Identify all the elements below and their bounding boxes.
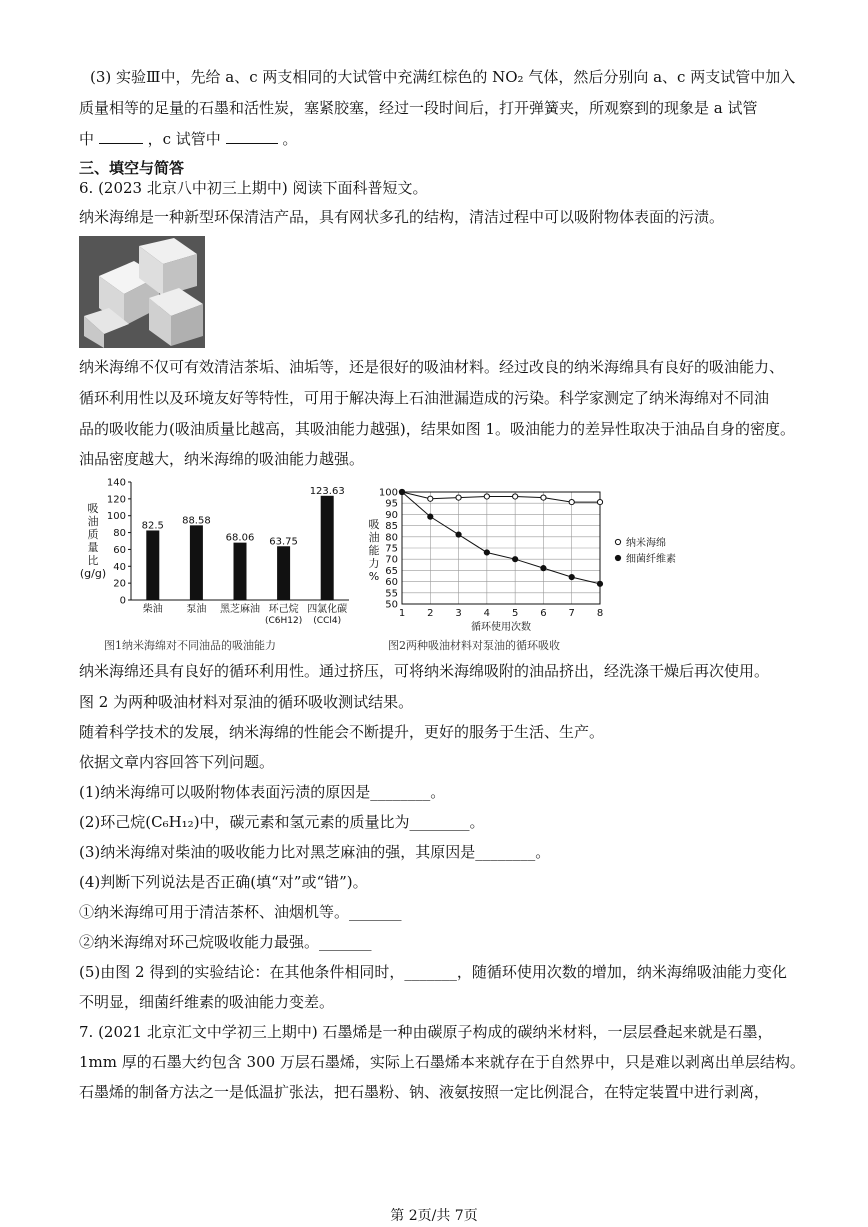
q6-p1-line-1: 纳米海绵不仅可有效清洁茶垢、油垢等，还是很好的吸油材料。经过改良的纳米海绵具有良好的吸油能力、 (79, 358, 785, 376)
figure-1-bar-chart (79, 474, 354, 626)
bacterial-cellulose-point-6 (541, 566, 546, 571)
x-tick-label: 1 (398, 608, 406, 619)
nano-sponge-photo (79, 236, 205, 348)
y-tick-label: 50 (385, 599, 398, 611)
question-4-2: ②纳米海绵对环己烷吸收能力最强。_______ (79, 933, 372, 951)
x-tick-label: 5 (511, 608, 519, 619)
bar-4 (277, 546, 290, 600)
y-axis-label: 比 (87, 554, 99, 567)
q3-line-3 (79, 129, 297, 149)
question-5-line-2: 不明显，细菌纤维素的吸油能力变差。 (79, 993, 335, 1011)
y-axis-label: (g/g) (79, 567, 107, 580)
y-tick-label: 95 (385, 498, 398, 510)
x-tick-label: 四氯化碳 (307, 604, 348, 615)
figure-1-caption: 图1纳米海绵对不同油品的吸油能力 (104, 639, 276, 652)
y-tick-label: 65 (385, 565, 398, 577)
x-tick-label: 泵油 (186, 604, 207, 615)
q6-p1-line-3: 品的吸收能力(吸油质量比越高，其吸油能力越强)，结果如图 1。吸油能力的差异性取决于油品自身的密度。 (79, 420, 796, 438)
legend-label-2: 细菌纤维素 (626, 554, 676, 565)
x-tick-label: 4 (483, 608, 491, 619)
q3-line-1: (3) 实验Ⅲ中，先给 a、c 两支相同的大试管中充满红棕色的 NO₂ 气体，然后分别向 a、c 两支试管中加入 (90, 68, 796, 86)
y-tick-label: 60 (385, 577, 398, 589)
q6-p4: 依据文章内容回答下列问题。 (79, 753, 275, 771)
legend-marker-1 (615, 539, 620, 544)
x-tick-label: 2 (427, 608, 434, 619)
y-axis-label: % (368, 570, 380, 583)
question-4-1: ①纳米海绵可用于清洁茶杯、油烟机等。_______ (79, 903, 402, 921)
q7-line-3: 石墨烯的制备方法之一是低温扩张法，把石墨粉、钠、液氨按照一定比例混合，在特定装置中进行剥离， (79, 1083, 770, 1101)
x-tick-label: 7 (568, 608, 575, 619)
bar-5 (321, 496, 334, 600)
section-title: 三、填空与简答 (79, 159, 185, 177)
y-tick-label: 140 (106, 477, 126, 489)
y-tick-label: 0 (119, 595, 126, 607)
figure-2-line-chart (360, 482, 690, 633)
x-tick-label: 柴油 (142, 604, 163, 615)
y-tick-label: 20 (113, 578, 126, 590)
x-tick-label: 3 (455, 608, 462, 619)
q3-text-c: ，c 试管中 (147, 130, 221, 148)
q6-intro: 纳米海绵是一种新型环保清洁产品，具有网状多孔的结构，清洁过程中可以吸附物体表面的污渍。 (79, 208, 725, 226)
q6-p2-line-2: 图 2 为两种吸油材料对泵油的循环吸收测试结果。 (79, 693, 414, 711)
q7-line-1: 7. (2021 北京汇文中学初三上期中) 石墨烯是一种由碳原子构成的碳纳米材料，一层层叠起来就是石墨， (79, 1023, 773, 1041)
nano-sponge-point-3 (456, 495, 461, 500)
nano-sponge-point-6 (541, 495, 546, 500)
bar-value-label: 63.75 (269, 536, 298, 548)
bacterial-cellulose-point-7 (569, 575, 574, 580)
bar-2 (190, 525, 203, 600)
y-axis-label: 吸 (87, 502, 99, 515)
x-tick-label: 环己烷 (268, 604, 299, 615)
y-tick-label: 90 (385, 509, 398, 521)
x-tick-label-formula: (CCl4) (313, 616, 342, 626)
bar-value-label: 82.5 (141, 520, 164, 532)
nano-sponge-point-5 (513, 494, 518, 499)
nano-sponge-point-4 (484, 494, 489, 499)
y-tick-label: 40 (113, 561, 126, 573)
q6-p1-line-2: 循环利用性以及环境友好等特性，可用于解决海上石油泄漏造成的污染。科学家测定了纳米海绵对不同油 (79, 389, 770, 407)
nano-sponge-point-2 (428, 496, 433, 501)
question-5-line-1: (5)由图 2 得到的实验结论：在其他条件相同时，_______，随循环使用次数的增加，纳米海绵吸油能力变化 (79, 963, 787, 981)
y-tick-label: 75 (385, 543, 398, 555)
y-axis-label: 量 (87, 541, 99, 554)
figure-2-caption: 图2两种吸油材料对泵油的循环吸收 (388, 639, 560, 652)
q7-line-2: 1mm 厚的石墨大约包含 300 万层石墨烯，实际上石墨烯本来就存在于自然界中，只是难以剥离出单层结构。 (79, 1053, 805, 1071)
y-tick-label: 85 (385, 521, 398, 533)
question-3: (3)纳米海绵对柴油的吸收能力比对黑芝麻油的强，其原因是________。 (79, 843, 551, 861)
q6-p1-line-4: 油品密度越大，纳米海绵的吸油能力越强。 (79, 450, 365, 468)
y-axis-label: 油 (87, 515, 99, 528)
bar-3 (234, 543, 247, 600)
bar-value-label: 88.58 (182, 515, 211, 527)
bar-value-label: 123.63 (309, 485, 345, 497)
legend-marker-2 (615, 555, 620, 560)
x-tick-label-formula: (C6H12) (264, 616, 303, 626)
question-1: (1)纳米海绵可以吸附物体表面污渍的原因是________。 (79, 783, 446, 801)
y-tick-label: 70 (385, 554, 398, 566)
nano-sponge-point-7 (569, 499, 574, 504)
bacterial-cellulose-point-8 (597, 581, 602, 586)
bar-1 (146, 530, 159, 600)
answer-blank-c[interactable] (226, 129, 278, 144)
q6-header: 6. (2023 北京八中初三上期中) 阅读下面科普短文。 (79, 179, 428, 197)
series-line-2 (402, 492, 600, 584)
bacterial-cellulose-point-2 (428, 514, 433, 519)
y-axis-label: 质 (87, 528, 99, 541)
x-tick-label: 黑芝麻油 (220, 604, 260, 615)
bacterial-cellulose-point-3 (456, 532, 461, 537)
q3-line-2: 质量相等的足量的石墨和活性炭，塞紧胶塞，经过一段时间后，打开弹簧夹，所观察到的现象是 a 试管 (79, 99, 758, 117)
y-tick-label: 100 (378, 487, 398, 499)
bar-value-label: 68.06 (225, 532, 255, 544)
y-axis-label: 力 (368, 557, 380, 570)
question-4: (4)判断下列说法是否正确(填“对”或“错”)。 (79, 873, 368, 891)
question-2: (2)环己烷(C₆H₁₂)中，碳元素和氢元素的质量比为________。 (79, 813, 485, 831)
x-tick-label: 8 (596, 608, 604, 619)
legend-label-1: 纳米海绵 (626, 538, 666, 549)
q3-text-a: 中 (79, 130, 95, 148)
x-axis-label: 循环使用次数 (471, 622, 531, 633)
y-tick-label: 120 (106, 494, 126, 506)
y-axis-label: 吸 (368, 518, 380, 531)
answer-blank-a[interactable] (99, 129, 143, 144)
page-footer: 第 2页/共 7页 (390, 1208, 478, 1224)
bacterial-cellulose-point-5 (513, 557, 518, 562)
q3-text-end: 。 (282, 130, 298, 148)
bacterial-cellulose-point-1 (399, 489, 404, 494)
y-tick-label: 60 (113, 544, 126, 556)
y-tick-label: 80 (385, 532, 398, 544)
y-tick-label: 100 (106, 511, 126, 523)
q6-p2-line-1: 纳米海绵还具有良好的循环利用性。通过挤压，可将纳米海绵吸附的油品挤出，经洗涤干燥后再次使用。 (79, 662, 770, 680)
q6-p3: 随着科学技术的发展，纳米海绵的性能会不断提升，更好的服务于生活、生产。 (79, 723, 605, 741)
y-tick-label: 55 (385, 588, 398, 600)
y-tick-label: 80 (113, 528, 126, 540)
y-axis-label: 油 (368, 531, 380, 544)
nano-sponge-point-8 (597, 499, 602, 504)
y-axis-label: 能 (368, 544, 380, 557)
bacterial-cellulose-point-4 (484, 550, 489, 555)
x-tick-label: 6 (540, 608, 547, 619)
